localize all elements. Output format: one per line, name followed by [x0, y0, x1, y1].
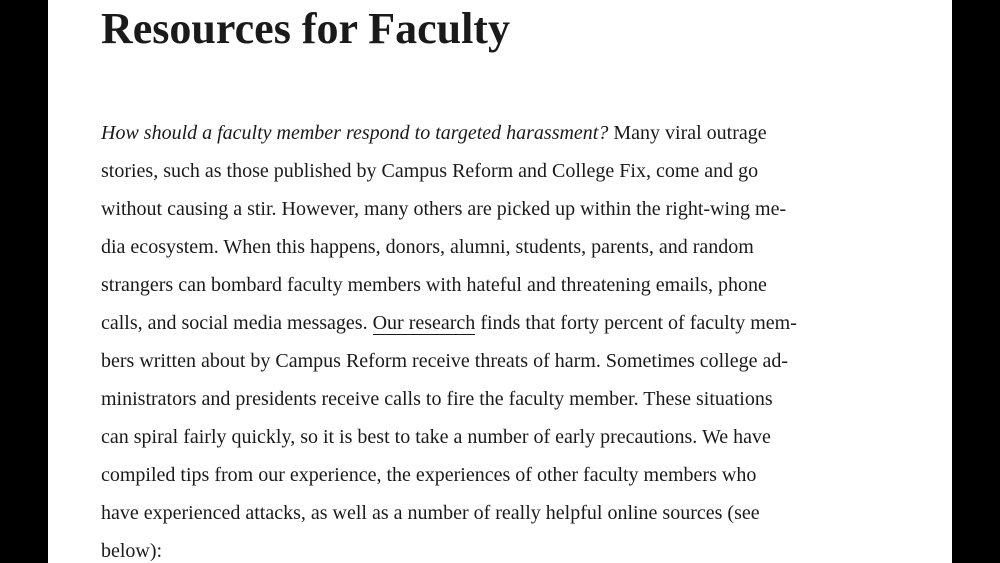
page-content [48, 0, 952, 563]
text-line-2: stories, such as those published by Campus Reform and College Fix, come and go [101, 160, 759, 182]
text-line-9: can spiral fairly quickly, so it is best to take a number of early precautions. We have [101, 426, 771, 448]
text-line-1 [101, 114, 901, 152]
text-line-6-before: calls, and social media messages. [101, 312, 373, 334]
article-paragraph [101, 114, 901, 563]
our-research-link[interactable]: Our research [372, 312, 476, 334]
text-line-4: dia ecosystem. When this happens, donors, alumni, students, parents, and random [101, 236, 754, 258]
text-line-7: bers written about by Campus Reform receive threats of harm. Sometimes college ad- [101, 350, 789, 372]
text-line-5: strangers can bombard faculty members with hateful and threatening emails, phone [101, 274, 767, 296]
text-line-3: without causing a stir. However, many others are picked up within the right-wing me- [101, 198, 787, 220]
text-line-6-after: finds that forty percent of faculty mem- [475, 312, 797, 334]
text-line-12: below): [101, 540, 163, 562]
page-title: Resources for Faculty [101, 4, 510, 53]
text-line-1-rest: Many viral outrage [608, 122, 767, 144]
intro-question: How should a faculty member respond to targeted harassment? [101, 122, 609, 144]
text-line-8: ministrators and presidents receive calls to fire the faculty member. These situations [101, 388, 773, 410]
text-line-11: have experienced attacks, as well as a number of really helpful online sources (see [101, 502, 760, 524]
text-line-10: compiled tips from our experience, the experiences of other faculty members who [101, 464, 757, 486]
text-line-6 [101, 304, 901, 342]
